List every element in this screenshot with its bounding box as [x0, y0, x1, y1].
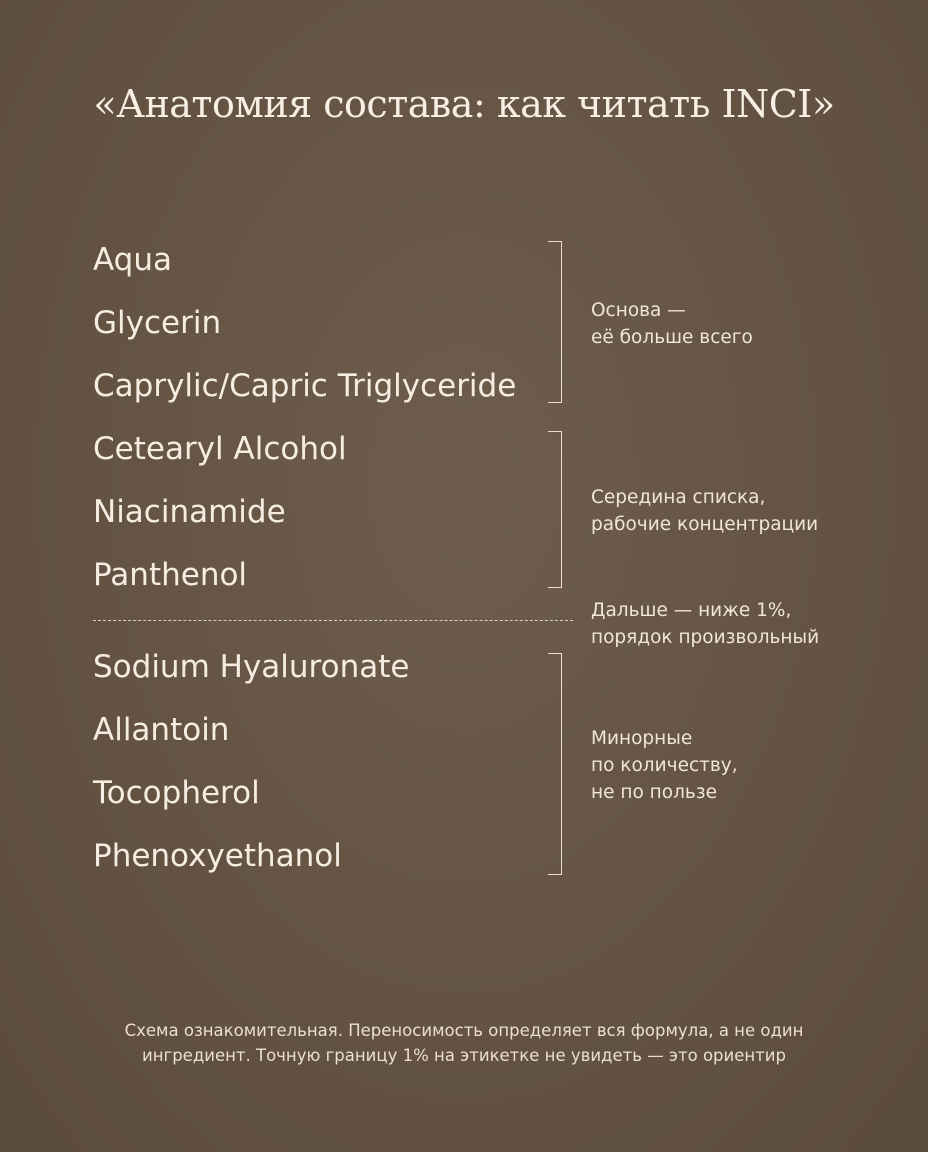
ingredient-aqua: Aqua — [93, 242, 172, 278]
ingredient-cetearyl-alcohol: Cetearyl Alcohol — [93, 431, 347, 467]
one-percent-divider — [93, 620, 573, 621]
note-minor-line-3: не по пользе — [591, 782, 718, 803]
footnote-line-1: Схема ознакомительная. Переносимость определяет вся формула, а не один — [124, 1021, 804, 1040]
ingredient-panthenol: Panthenol — [93, 557, 248, 593]
ingredient-caprylic-capric-triglyceride: Caprylic/Capric Triglyceride — [93, 368, 517, 404]
note-middle-line-2: рабочие концентрации — [591, 514, 819, 535]
note-threshold — [591, 597, 819, 651]
ingredient-niacinamide: Niacinamide — [93, 494, 286, 530]
note-base-line-1: Основа — — [591, 300, 686, 321]
note-base-line-2: её больше всего — [591, 327, 753, 348]
note-minor-line-2: по количеству, — [591, 755, 738, 776]
ingredient-allantoin: Allantoin — [93, 712, 230, 748]
ingredient-phenoxyethanol: Phenoxyethanol — [93, 838, 342, 874]
note-threshold-line-2: порядок произвольный — [591, 627, 820, 648]
ingredient-sodium-hyaluronate: Sodium Hyaluronate — [93, 649, 410, 685]
note-middle — [591, 484, 818, 538]
note-threshold-line-1: Дальше — ниже 1%, — [591, 600, 792, 621]
bracket-middle-group — [548, 431, 562, 588]
note-minor-line-1: Минорные — [591, 728, 693, 749]
ingredient-tocopherol: Tocopherol — [93, 775, 260, 811]
footnote — [0, 1018, 928, 1068]
note-middle-line-1: Середина списка, — [591, 487, 766, 508]
bracket-minor-group — [548, 653, 562, 875]
page-title: «Анатомия состава: как читать INCI» — [93, 82, 835, 126]
note-minor — [591, 725, 738, 806]
footnote-line-2: ингредиент. Точную границу 1% на этикетке не увидеть — это ориентир — [142, 1046, 786, 1065]
bracket-base-group — [548, 241, 562, 403]
ingredient-glycerin: Glycerin — [93, 305, 222, 341]
note-base — [591, 297, 753, 351]
